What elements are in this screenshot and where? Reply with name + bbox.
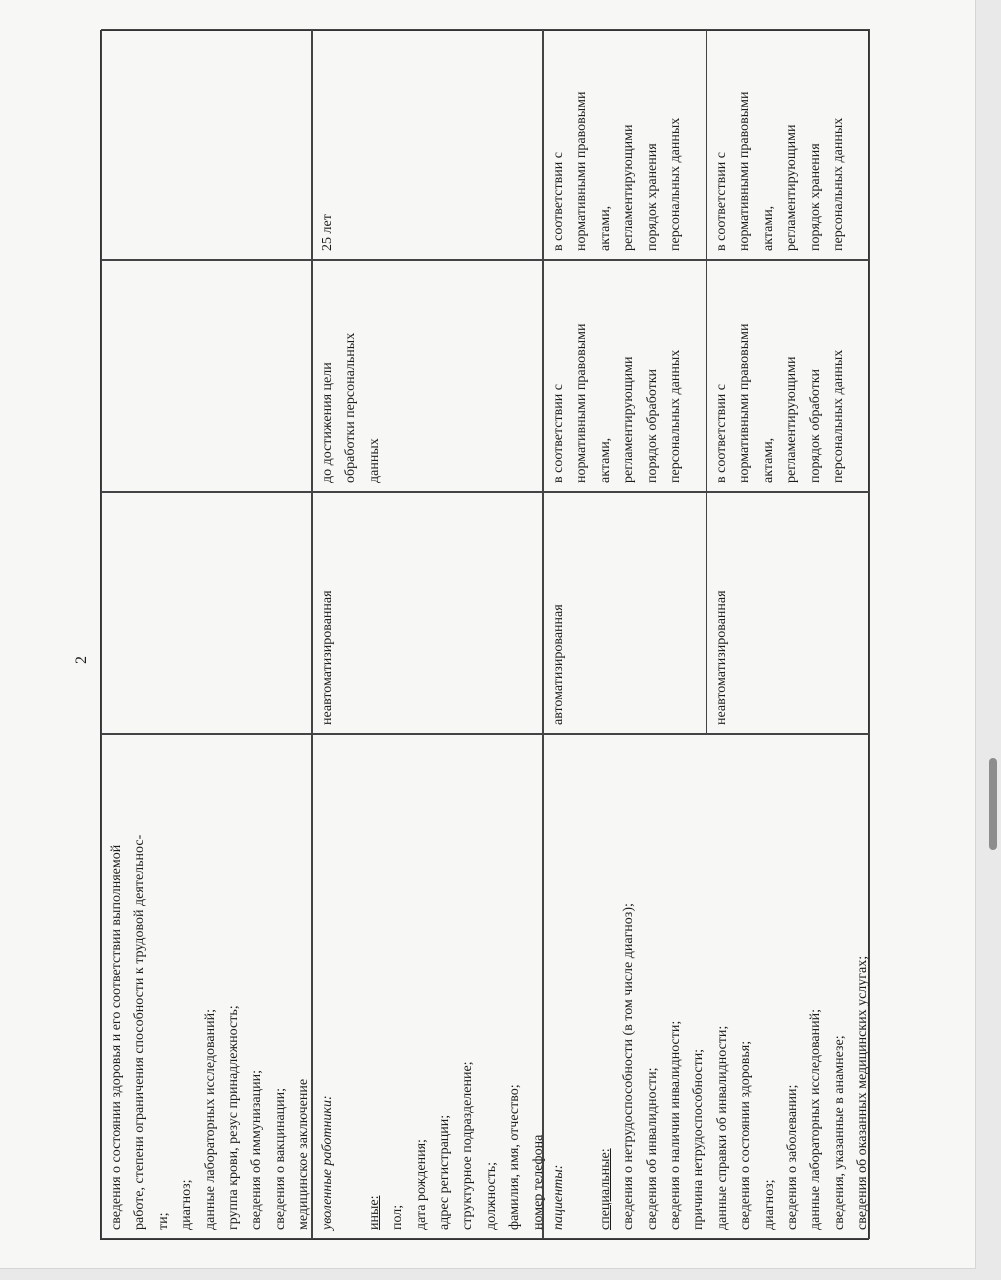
- processing-method: автоматизированная: [551, 604, 566, 725]
- subgroup-title: специальные:: [597, 1148, 613, 1230]
- text-line: актами,: [597, 437, 613, 483]
- storage-term: 25 лет: [320, 214, 335, 251]
- cell-r1-processing: [101, 492, 312, 734]
- page-number: 2: [73, 656, 90, 664]
- text-line: порядок обработки: [644, 368, 660, 483]
- text-line: порядок обработки: [807, 368, 823, 483]
- text-line: в соответствии с: [551, 384, 566, 483]
- text-line: сведения о нетрудоспособности (в том числе диагноз);: [621, 903, 637, 1230]
- subcell-non-automated-storage: [706, 30, 869, 259]
- text-line: диагноз;: [761, 1179, 777, 1230]
- text-line: персональных данных: [668, 349, 684, 483]
- cell-r3-categories: [543, 734, 870, 1239]
- text-line: актами,: [597, 205, 613, 251]
- text-line: актами,: [760, 205, 776, 251]
- text-line: дата рождения;: [413, 1139, 429, 1230]
- text-line: медицинское заключение: [296, 1078, 312, 1230]
- text-line: ти;: [155, 1212, 171, 1230]
- text-line: сведения, указанные в анамнезе;: [831, 1035, 847, 1230]
- subcell-automated-storage: [544, 30, 706, 259]
- text-line: сведения об оказанных медицинских услугах;: [855, 955, 871, 1230]
- group-title: уволенные работники:: [320, 1095, 335, 1230]
- cell-r1-processing-term: [101, 260, 312, 492]
- text-line: порядок хранения: [644, 143, 660, 251]
- subcell-automated: [544, 493, 706, 733]
- spacer: [570, 743, 593, 1230]
- spacer: [339, 743, 362, 1230]
- text-line: нормативными правовыми: [574, 91, 590, 251]
- text-line: регламентирующими: [784, 356, 800, 483]
- text-line: данные справки об инвалидности;: [714, 1025, 730, 1230]
- text-line: в соответствии с: [551, 152, 566, 251]
- cell-r2-processing: [312, 492, 543, 734]
- text-line: причина нетрудоспособности;: [691, 1048, 707, 1230]
- cell-r2-storage-term: [312, 29, 543, 260]
- cell-r3-processing-term: [543, 260, 870, 492]
- text-line: группа крови, резус принадлежность;: [226, 1005, 242, 1230]
- cell-r3-processing: [543, 492, 870, 734]
- text-line: в соответствии с: [714, 152, 729, 251]
- text-line: пол;: [390, 1204, 406, 1230]
- cell-r1-storage-term: [101, 29, 312, 260]
- text-line: регламентирующими: [621, 356, 637, 483]
- text-line: актами,: [760, 437, 776, 483]
- text-line: обработки персональных: [343, 332, 359, 483]
- cell-r2-categories: [312, 734, 546, 1239]
- cell-r2-processing-term: [312, 260, 543, 492]
- text-line: адрес регистрации;: [437, 1114, 453, 1230]
- group-title: пациенты:: [551, 1164, 566, 1230]
- text-line: структурное подразделение;: [460, 1061, 476, 1230]
- text-line: сведения о состоянии здоровья;: [738, 1040, 754, 1230]
- text-line: сведения о наличии инвалидности;: [668, 1020, 684, 1230]
- subcell-automated-term: [544, 261, 706, 491]
- cell-r3-storage-term: [543, 29, 870, 260]
- text-line: персональных данных: [831, 117, 847, 251]
- text-line: работе, степени ограничения способности к трудовой деятельнос-: [132, 834, 148, 1230]
- subcell-non-automated: [706, 493, 869, 733]
- processing-method: неавтоматизированная: [320, 590, 335, 725]
- text-line: регламентирующими: [621, 124, 637, 251]
- text-line: в соответствии с: [714, 384, 729, 483]
- text-line: сведения о заболевании;: [785, 1084, 801, 1230]
- text-line: сведения об иммунизации;: [249, 1070, 265, 1230]
- text-line: данных: [366, 438, 382, 483]
- text-line: диагноз;: [179, 1179, 195, 1230]
- rotated-table-area: [100, 30, 869, 1240]
- text-line: персональных данных: [668, 117, 684, 251]
- processing-method: неавтоматизированная: [714, 590, 729, 725]
- text-line: до достижения цели: [320, 362, 335, 483]
- text-line: должность;: [483, 1161, 499, 1230]
- text-line: сведения о вакцинации;: [272, 1087, 288, 1230]
- text-line: сведения о состоянии здоровья и его соответствии выполняемой: [109, 844, 124, 1230]
- subcell-non-automated-term: [706, 261, 869, 491]
- subgroup-title: иные:: [366, 1195, 382, 1230]
- text-line: нормативными правовыми: [574, 323, 590, 483]
- cell-r1-categories: [101, 734, 312, 1239]
- text-line: порядок хранения: [807, 143, 823, 251]
- data-table: [100, 30, 869, 1240]
- text-line: номер телефона: [530, 1134, 546, 1230]
- text-line: нормативными правовыми: [737, 323, 753, 483]
- text-line: нормативными правовыми: [737, 91, 753, 251]
- scrollbar-thumb[interactable]: [989, 758, 997, 850]
- text-line: регламентирующими: [784, 124, 800, 251]
- text-line: фамилия, имя, отчество;: [507, 1084, 523, 1230]
- text-line: данные лабораторных исследований;: [808, 1008, 824, 1230]
- text-line: данные лабораторных исследований;: [202, 1008, 218, 1230]
- text-line: сведения об инвалидности;: [644, 1067, 660, 1230]
- text-line: персональных данных: [831, 349, 847, 483]
